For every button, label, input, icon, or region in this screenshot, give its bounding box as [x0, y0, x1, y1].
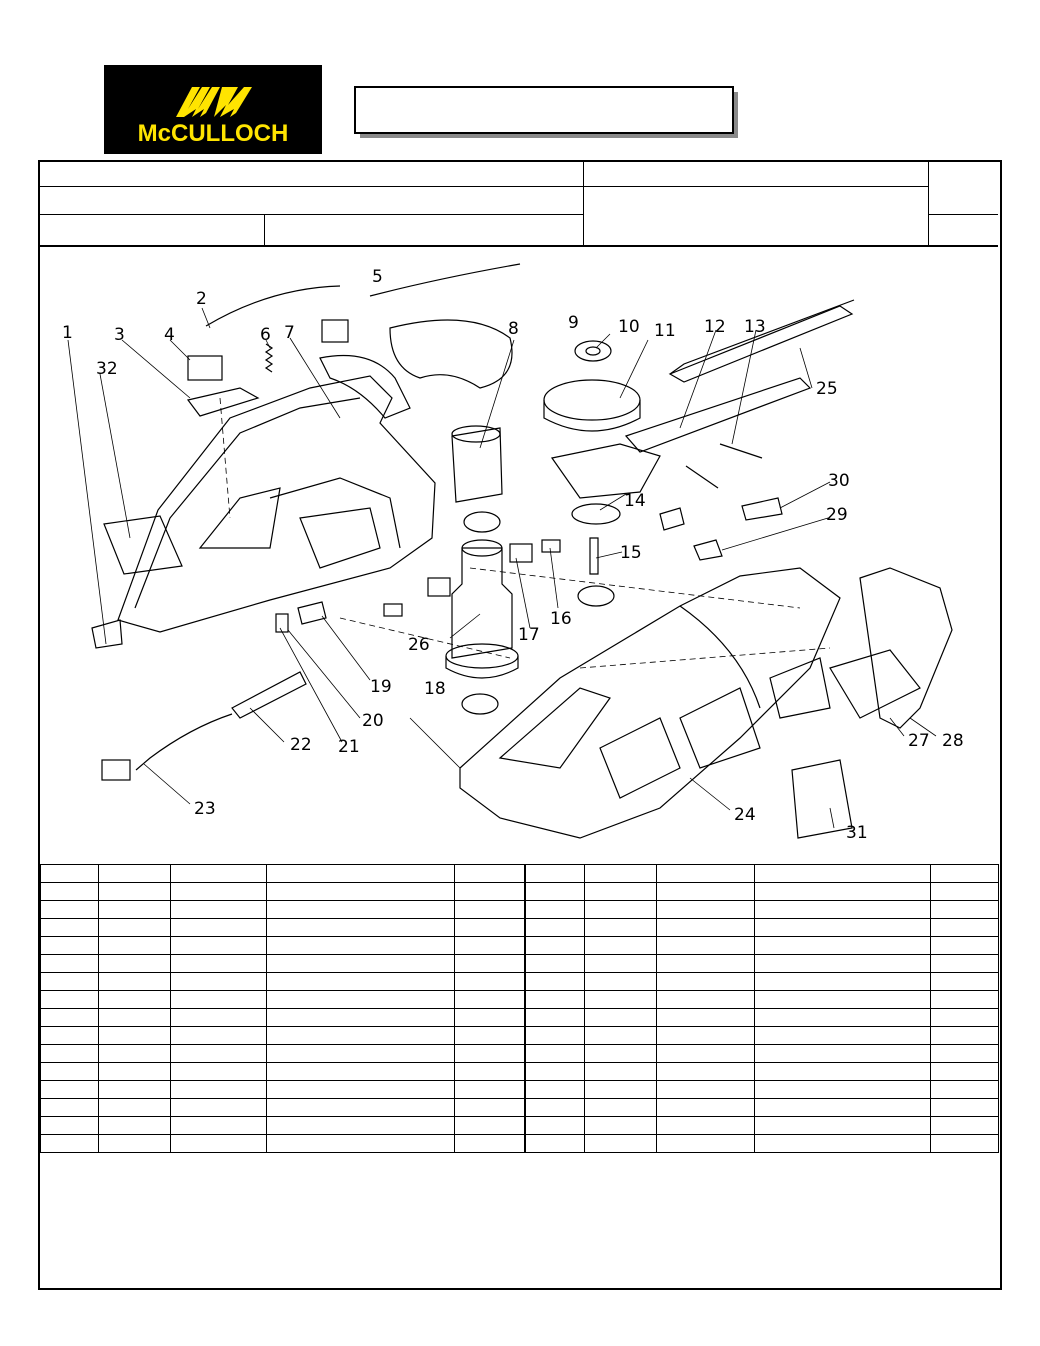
table-cell: [657, 1009, 755, 1027]
table-cell: [99, 901, 171, 919]
label-31: [792, 760, 852, 838]
table-cell: [455, 919, 525, 937]
table-cell: [755, 1099, 931, 1117]
table-cell: [267, 1081, 455, 1099]
table-cell: [931, 901, 999, 919]
table-cell: [41, 883, 99, 901]
table-cell: [171, 1009, 267, 1027]
brush-16: [542, 540, 560, 552]
callout-27: 27: [908, 731, 930, 751]
table-cell: [41, 919, 99, 937]
callout-8: 8: [508, 319, 519, 339]
table-cell: [41, 991, 99, 1009]
header-col-line-3: [264, 214, 265, 246]
table-cell: [267, 1045, 455, 1063]
spring-6: [266, 344, 272, 372]
table-cell: [931, 883, 999, 901]
table-cell: [931, 1063, 999, 1081]
header-row-line-1: [40, 186, 928, 187]
table-cell: [171, 1063, 267, 1081]
callout-3: 3: [114, 325, 125, 345]
table-cell: [755, 1009, 931, 1027]
label-32: [104, 516, 182, 574]
clamp-21: [276, 614, 288, 632]
table-cell: [267, 1009, 455, 1027]
table-cell: [931, 937, 999, 955]
table-cell: [455, 1063, 525, 1081]
callout-5: 5: [372, 267, 383, 287]
cap-30: [742, 498, 782, 520]
table-row: [41, 1027, 999, 1045]
table-row: [41, 1135, 999, 1153]
table-cell: [99, 919, 171, 937]
table-cell: [755, 865, 931, 883]
table-cell: [455, 937, 525, 955]
table-cell: [41, 1081, 99, 1099]
table-cell: [41, 1135, 99, 1153]
bearing-10: [575, 341, 611, 361]
shaft-26: [452, 548, 512, 658]
table-cell: [41, 1027, 99, 1045]
table-cell: [267, 1027, 455, 1045]
callout-1: 1: [62, 323, 73, 343]
table-cell: [755, 1135, 931, 1153]
callout-19: 19: [370, 677, 392, 697]
table-cell: [99, 973, 171, 991]
callout-20: 20: [362, 711, 384, 731]
table-cell: [585, 1045, 657, 1063]
table-cell: [171, 973, 267, 991]
table-cell: [755, 901, 931, 919]
table-cell: [755, 1027, 931, 1045]
table-cell: [657, 1099, 755, 1117]
table-cell: [267, 937, 455, 955]
table-cell: [267, 973, 455, 991]
table-cell: [585, 973, 657, 991]
table-cell: [171, 955, 267, 973]
table-cell: [657, 1117, 755, 1135]
table-cell: [931, 1045, 999, 1063]
title-box: [354, 86, 734, 134]
table-cell: [41, 973, 99, 991]
table-cell: [267, 955, 455, 973]
table-row: [41, 1099, 999, 1117]
table-row: [41, 1009, 999, 1027]
table-cell: [755, 1117, 931, 1135]
table-cell: [99, 991, 171, 1009]
terminal-19: [298, 602, 326, 624]
logo-wordmark: McCULLOCH: [137, 120, 289, 147]
table-cell: [41, 1045, 99, 1063]
plug-icon: [102, 760, 130, 780]
table-cell: [931, 991, 999, 1009]
table-cell: [455, 865, 525, 883]
table-cell: [41, 901, 99, 919]
table-cell: [585, 1027, 657, 1045]
table-cell: [931, 1009, 999, 1027]
callout-14: 14: [624, 491, 646, 511]
cord-23: [136, 714, 232, 770]
table-cell: [931, 865, 999, 883]
table-cell: [41, 1063, 99, 1081]
table-row: [41, 1081, 999, 1099]
callout-15: 15: [620, 543, 642, 563]
callout-17: 17: [518, 625, 540, 645]
table-cell: [171, 1027, 267, 1045]
table-cell: [171, 1135, 267, 1153]
table-cell: [755, 937, 931, 955]
table-cell: [525, 901, 585, 919]
table-cell: [41, 937, 99, 955]
table-cell: [755, 919, 931, 937]
table-cell: [657, 955, 755, 973]
blade-12: [626, 378, 810, 452]
table-cell: [657, 901, 755, 919]
table-cell: [99, 865, 171, 883]
callout-22: 22: [290, 735, 312, 755]
table-cell: [657, 1027, 755, 1045]
table-cell: [99, 1081, 171, 1099]
table-cell: [455, 955, 525, 973]
handle-top: [320, 356, 410, 419]
header-row-line-3: [928, 214, 998, 215]
table-cell: [525, 937, 585, 955]
callout-23: 23: [194, 799, 216, 819]
callout-29: 29: [826, 505, 848, 525]
table-cell: [525, 1135, 585, 1153]
gear-plate: [552, 444, 660, 498]
table-row: [41, 865, 999, 883]
callout-30: 30: [828, 471, 850, 491]
table-cell: [657, 919, 755, 937]
table-cell: [525, 1027, 585, 1045]
table-cell: [755, 1063, 931, 1081]
switch-4: [188, 356, 222, 380]
table-cell: [455, 883, 525, 901]
table-cell: [455, 1009, 525, 1027]
table-cell: [657, 883, 755, 901]
table-cell: [99, 955, 171, 973]
table-cell: [99, 1027, 171, 1045]
exploded-parts-diagram: [40, 248, 998, 862]
table-cell: [755, 955, 931, 973]
table-row: [41, 955, 999, 973]
right-housing-18: [460, 568, 840, 838]
table-row: [41, 973, 999, 991]
table-cell: [585, 1081, 657, 1099]
pin-15: [590, 538, 598, 574]
table-cell: [455, 1135, 525, 1153]
table-cell: [171, 991, 267, 1009]
table-cell: [41, 955, 99, 973]
guard-27: [860, 568, 952, 728]
callout-7: 7: [284, 323, 295, 343]
callout-26: 26: [408, 635, 430, 655]
table-cell: [657, 937, 755, 955]
table-cell: [171, 901, 267, 919]
table-cell: [455, 1117, 525, 1135]
table-row: [41, 1117, 999, 1135]
table-cell: [931, 1135, 999, 1153]
table-cell: [525, 1009, 585, 1027]
table-cell: [525, 1063, 585, 1081]
table-cell: [931, 1081, 999, 1099]
table-cell: [525, 1045, 585, 1063]
cover-8: [390, 320, 512, 388]
table-cell: [267, 1063, 455, 1081]
callout-24: 24: [734, 805, 756, 825]
table-cell: [267, 919, 455, 937]
header-col-line-1: [583, 160, 584, 246]
table-cell: [171, 1117, 267, 1135]
parts-list-table: [40, 864, 999, 1153]
table-cell: [585, 1135, 657, 1153]
header-row-line-2: [40, 214, 583, 215]
table-cell: [455, 1045, 525, 1063]
table-cell: [585, 901, 657, 919]
callout-6: 6: [260, 325, 271, 345]
table-cell: [171, 883, 267, 901]
table-cell: [657, 991, 755, 1009]
table-cell: [171, 919, 267, 937]
table-cell: [657, 1063, 755, 1081]
table-cell: [267, 901, 455, 919]
wire-2: [206, 286, 340, 326]
table-cell: [267, 865, 455, 883]
table-cell: [525, 1099, 585, 1117]
table-cell: [41, 1009, 99, 1027]
table-cell: [525, 919, 585, 937]
crank-14: [572, 504, 620, 524]
table-cell: [657, 865, 755, 883]
table-cell: [99, 1009, 171, 1027]
table-cell: [585, 883, 657, 901]
table-cell: [755, 991, 931, 1009]
table-cell: [931, 1099, 999, 1117]
table-cell: [585, 919, 657, 937]
cord-sleeve-22: [232, 672, 306, 718]
table-row: [41, 991, 999, 1009]
table-cell: [99, 1117, 171, 1135]
table-cell: [41, 1099, 99, 1117]
table-cell: [525, 865, 585, 883]
callout-21: 21: [338, 737, 360, 757]
header-col-line-2: [928, 160, 929, 246]
table-cell: [585, 865, 657, 883]
table-cell: [99, 1099, 171, 1117]
table-cell: [585, 991, 657, 1009]
table-cell: [267, 1135, 455, 1153]
callout-25: 25: [816, 379, 838, 399]
table-cell: [585, 1099, 657, 1117]
table-row: [41, 901, 999, 919]
table-cell: [755, 883, 931, 901]
table-cell: [41, 865, 99, 883]
table-cell: [99, 1135, 171, 1153]
table-row: [41, 919, 999, 937]
table-cell: [931, 955, 999, 973]
table-cell: [525, 955, 585, 973]
table-cell: [267, 1099, 455, 1117]
table-cell: [657, 1045, 755, 1063]
table-row: [41, 1063, 999, 1081]
table-cell: [99, 937, 171, 955]
table-cell: [931, 919, 999, 937]
table-cell: [455, 1081, 525, 1099]
table-cell: [931, 1117, 999, 1135]
callout-9: 9: [568, 313, 579, 333]
table-cell: [171, 1081, 267, 1099]
callout-11: 11: [654, 321, 676, 341]
callout-18: 18: [424, 679, 446, 699]
table-cell: [171, 865, 267, 883]
table-cell: [99, 1045, 171, 1063]
cap-29: [694, 540, 722, 560]
switch-5: [322, 320, 348, 342]
table-cell: [267, 991, 455, 1009]
table-cell: [455, 991, 525, 1009]
brush-holder-17: [510, 544, 532, 562]
callout-16: 16: [550, 609, 572, 629]
callout-2: 2: [196, 289, 207, 309]
mcculloch-logo: [104, 65, 322, 154]
table-cell: [755, 1045, 931, 1063]
table-cell: [171, 937, 267, 955]
header-bottom-line: [40, 245, 998, 247]
table-row: [41, 883, 999, 901]
callout-10: 10: [618, 317, 640, 337]
callout-4: 4: [164, 325, 175, 345]
left-housing: [118, 376, 435, 632]
table-cell: [657, 1135, 755, 1153]
table-cell: [171, 1045, 267, 1063]
callout-31: 31: [846, 823, 868, 843]
table-cell: [267, 883, 455, 901]
table-cell: [585, 1117, 657, 1135]
table-cell: [525, 1117, 585, 1135]
table-cell: [585, 1009, 657, 1027]
table-cell: [931, 1027, 999, 1045]
callout-28: 28: [942, 731, 964, 751]
table-cell: [585, 1063, 657, 1081]
callout-13: 13: [744, 317, 766, 337]
table-cell: [455, 973, 525, 991]
table-row: [41, 937, 999, 955]
table-cell: [171, 1099, 267, 1117]
table-cell: [755, 1081, 931, 1099]
table-cell: [267, 1117, 455, 1135]
table-cell: [657, 973, 755, 991]
table-cell: [455, 1027, 525, 1045]
table-cell: [585, 955, 657, 973]
table-cell: [41, 1117, 99, 1135]
table-cell: [525, 1081, 585, 1099]
table-cell: [525, 883, 585, 901]
callout-32: 32: [96, 359, 118, 379]
table-cell: [657, 1081, 755, 1099]
table-cell: [525, 991, 585, 1009]
table-row: [41, 1045, 999, 1063]
rear-cap: [92, 620, 122, 648]
callout-12: 12: [704, 317, 726, 337]
table-cell: [99, 883, 171, 901]
table-cell: [755, 973, 931, 991]
table-cell: [455, 1099, 525, 1117]
table-cell: [525, 973, 585, 991]
table-cell: [99, 1063, 171, 1081]
table-cell: [455, 901, 525, 919]
table-cell: [585, 937, 657, 955]
table-cell: [931, 973, 999, 991]
